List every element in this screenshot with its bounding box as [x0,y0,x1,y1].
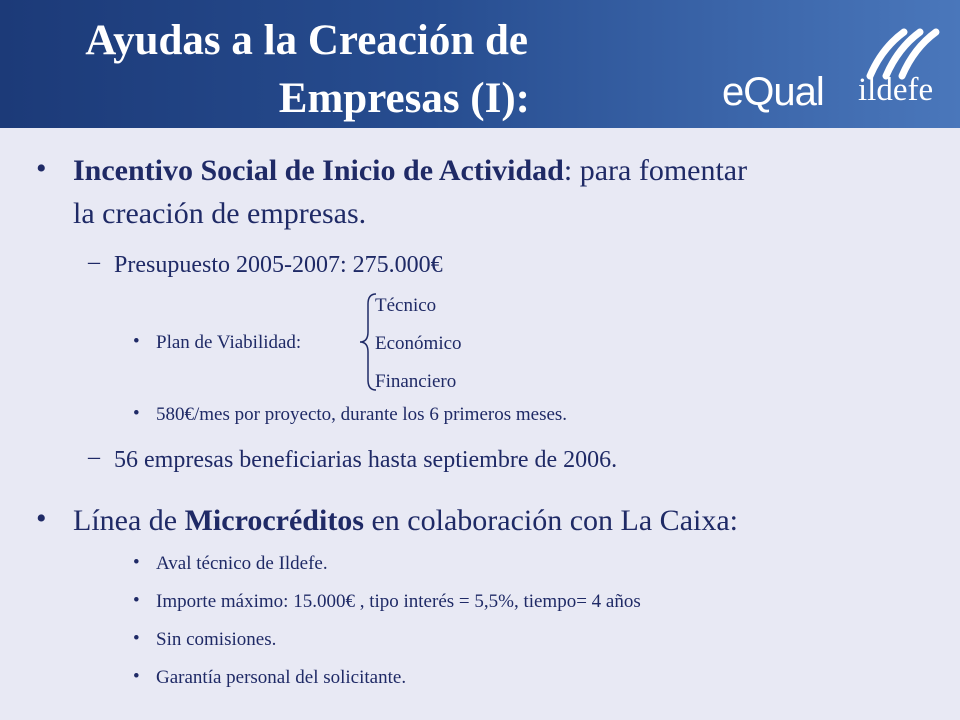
microcredit-item-1: Aval técnico de Ildefe. [156,553,328,574]
section1-line2: la creación de empresas. [73,197,367,230]
microcredit-item-3: Sin comisiones. [156,629,277,650]
bullet-item-3: • [133,628,140,649]
bullet-item-2: • [133,590,140,611]
section2-bold: Microcréditos [184,504,364,537]
bullet-1: • [36,152,47,185]
section2-heading [73,502,738,540]
bullet-item-1: • [133,552,140,573]
section2-text-after: en colaboración con La Caixa: [363,504,738,537]
plan-item-tecnico: Técnico [375,295,437,316]
presupuesto-text: Presupuesto 2005-2007: 275.000€ [114,252,443,278]
section1-bold: Incentivo Social de Inicio de Actividad [73,154,564,187]
microcredit-item-2: Importe máximo: 15.000€ , tipo interés = 5,5%, tiempo= 4 años [156,591,641,612]
bullet-item-4: • [133,666,140,687]
title-line-1: Ayudas a la Creación de [85,17,528,64]
section1-text: : para fomentar [563,154,748,187]
bullet-monthly: • [133,403,140,424]
dash-1: – [88,249,100,275]
beneficiarias-text: 56 empresas beneficiarias hasta septiembre de 2006. [114,447,618,473]
title-line-2: Empresas (I): [278,75,530,122]
bullet-plan: • [133,331,140,352]
plan-item-financiero: Financiero [375,371,457,392]
dash-2: – [88,444,100,470]
plan-item-economico: Económico [375,333,462,354]
monthly-text: 580€/mes por proyecto, durante los 6 primeros meses. [156,404,568,425]
section2-text-before: Línea de [73,504,185,537]
ildefe-logo: ildefe [858,72,934,108]
section1-heading [73,152,747,190]
bullet-2: • [36,502,47,535]
microcredit-item-4: Garantía personal del solicitante. [156,667,407,688]
equal-logo: eQual [722,70,824,114]
plan-label: Plan de Viabilidad: [156,332,302,353]
